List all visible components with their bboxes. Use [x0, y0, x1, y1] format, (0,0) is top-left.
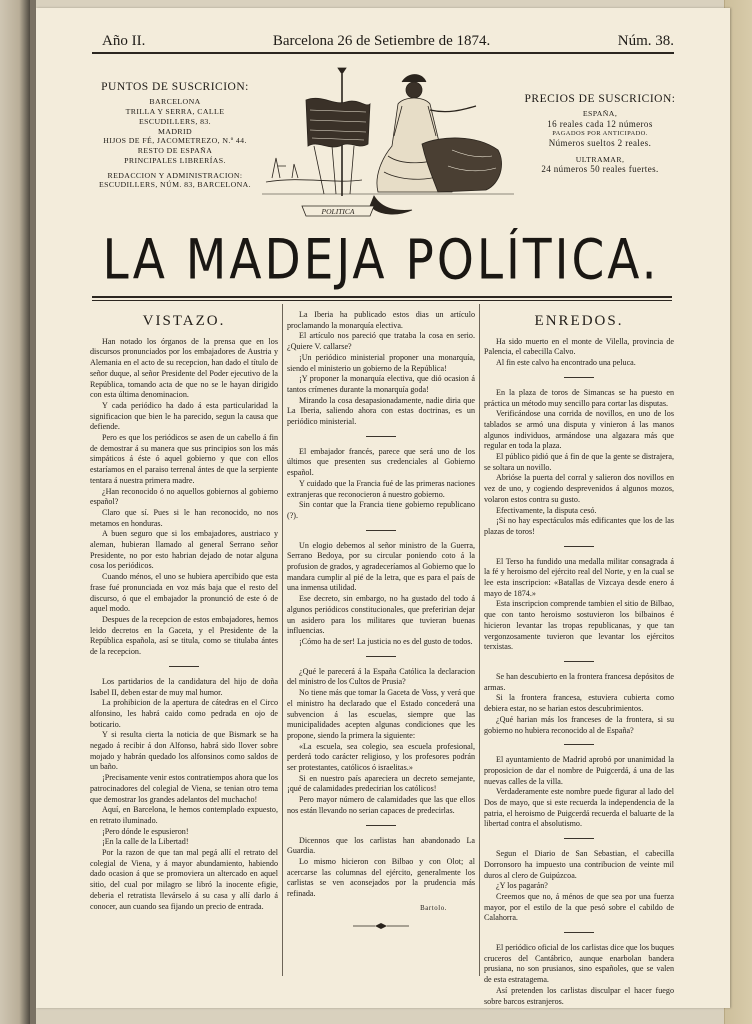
article-paragraph: ¿Qué harian más los franceses de la frontera, si su gobierno no hubiera reconocido al de España?	[484, 714, 674, 735]
article-paragraph: ¿Han reconocido ó no aquellos gobiernos al gobierno español?	[90, 486, 278, 507]
issue-year: Año II.	[102, 33, 146, 49]
scan-binding-shadow	[0, 0, 32, 1024]
article-paragraph: Despues de la recepcion de estos embajadores, hemos leido decretos en la Gaceta, y el Presidente de la República española, así se titula, como se titulaba ántes de la recepcion.	[90, 614, 278, 657]
article-paragraph: Verdaderamente este nombre puede figurar al lado del Dos de mayo, que si este recuerda la independencia de la patria, el heroismo de Puigcerdá recuerda el baluarte de la libertad contra el absolutismo.	[484, 787, 674, 829]
article-paragraph: ¿Y los pagarán?	[496, 881, 548, 891]
article-paragraph: El público pidió que á fin de que la gente se distrajera, se soltara un novillo.	[484, 452, 674, 472]
article-paragraph: Cuando ménos, el uno se hubiera apercibido que esta frase fué pronunciada en voz más baja que el resto del discurso, ó que el embajador la pronunció de este ó de aquel modo.	[90, 572, 278, 614]
issue-number: Núm. 38.	[617, 33, 674, 49]
article-paragraph: Creemos que no, á ménos de que sea por una fuerza mayor, por el estilo de la que pesó sobre el cabildo de Calahorra.	[484, 891, 674, 923]
place-date: Barcelona 26 de Setiembre de 1874.	[272, 33, 491, 49]
article-paragraph: El Terso ha fundido una medalla militar consagrada á la fé y heroismo del ejército real del Norte, y en la cual se lee esta inscripcion: «Batallas de Vizcaya desde enero á mayo de 1874.»	[484, 556, 674, 598]
author-signature: Bartolo.	[420, 904, 447, 912]
section-title-enredos: ENREDOS.	[534, 313, 624, 329]
admin-address: ESCUDILLERS, NÚM. 83, BARCELONA.	[98, 180, 252, 190]
item-separator	[564, 744, 594, 745]
article-paragraph: La prohibicion de la apertura de cátedras en el Circo alfonsino, les habrá caido como pedrada en ojo de boticario.	[90, 698, 278, 729]
article-paragraph: Segun el Diario de San Sebastian, el cabecilla Dorronsoro ha impuesto una contribucion de veinte mil duros al clero de Guipúzcoa.	[484, 849, 674, 880]
article-paragraph: Un elogio debemos al señor ministro de la Guerra, Serrano Bedoya, por su circular poniendo coto á la profusion de grados, y agradeceríamos al Gobierno que lo mandara cumplir al pié de la letra, que es para el país de una inmensa utilidad.	[287, 540, 475, 593]
article-paragraph: Mirando la cosa desapasionadamente, nadie diria que La Iberia, saliendo ahora con estas doctrinas, es un periódico ministerial.	[287, 395, 475, 427]
header-rule	[92, 52, 674, 54]
article-paragraph: Si la frontera francesa, estuviera cubierta como debiera estar, no se harian estos descubrimientos.	[484, 693, 674, 714]
overseas-label: ULTRAMAR,	[575, 154, 625, 164]
article-paragraph: Verificándose una corrida de novillos, en uno de los tablados se armó una disputa y vinieron á las manos algunos individuos, armándose una algazara más que regular en toda la plaza.	[484, 409, 674, 451]
header-bar	[66, 28, 716, 50]
item-separator	[366, 656, 396, 657]
admin-label: REDACCION Y ADMINISTRACION:	[107, 170, 243, 180]
subscription-prices	[520, 92, 680, 176]
item-separator	[366, 436, 396, 437]
article-paragraph: Ese decreto, sin embargo, no ha gustado del todo á algunos periódicos constitucionales, que preferirian dejar un asidero para los militares que tuvieran buenas influencias.	[287, 594, 475, 636]
article-paragraph: Esta inscripcion comprende tambien el sitio de Bilbao, que con tanto heroismo sostuvieron los bilbainos é hicieron levantar las tropas republicanas, y que tan vergonzosamente tuvieron que levantar los ejércitos terxistas.	[484, 599, 674, 652]
article-paragraph: No tiene más que tomar la Gaceta de Voss, y verá que el ministro ha declarado que el Estado concederá una subvencion á las escuelas, siempre que las municipalidades acepten algunas condiciones que les propone, siendo la primera la siguiente:	[287, 688, 475, 740]
article-paragraph: ¡Si no hay espectáculos más edificantes que los de las plazas de toros!	[484, 516, 674, 536]
article-paragraph: Al fin este calvo ha encontrado una peluca.	[496, 358, 636, 368]
masthead-rule	[92, 296, 672, 298]
article-paragraph: El ayuntamiento de Madrid aprobó por unanimidad la proposicion de dar el nombre de Puigcerdá, á una de las nuevas calles de la villa.	[484, 755, 674, 786]
article-paragraph: El artículo nos pareció que trataba la cosa en serio. ¿Quiere V. callarse?	[287, 331, 475, 352]
column-divider	[479, 304, 480, 976]
article-paragraph: Sin contar que la Francia tiene gobierno republicano (?).	[287, 500, 475, 520]
subscription-city: RESTO DE ESPAÑA	[137, 146, 213, 156]
column-middle	[287, 310, 475, 930]
subscription-address: TRILLA Y SERRA, CALLE ESCUDILLERS, 83.	[125, 107, 225, 126]
article-paragraph: Y cada periódico ha dado á esta particularidad la significacion que bien le ha parecido, segun la causa que defiende.	[90, 400, 278, 432]
column-right	[484, 310, 674, 1007]
item-separator	[564, 661, 594, 662]
subscription-address: HIJOS DE FÉ, JACOMETREZO, N.º 44.	[103, 136, 247, 146]
article-paragraph: ¡Un periódico ministerial proponer una monarquía, siendo el ministerio un gobierno de la República!	[287, 352, 475, 373]
item-separator	[564, 932, 594, 933]
vignette-banner-text: POLITICA	[321, 207, 355, 216]
item-separator	[564, 838, 594, 839]
article-paragraph: Han notado los órganos de la prensa que en los discursos pronunciados por los embajadores de Austria y Alemania en el acto de su recepcion, han dado el título de señor duque, al señor Presidente del Poder ejecutivo de la República, tomando acta de que no se le hayan dirigido con esta última denominacion.	[90, 336, 278, 400]
article-paragraph: Claro que sí. Pues si le han reconocido, no nos metamos en honduras.	[90, 507, 278, 528]
subscription-prices-title: PRECIOS DE SUSCRICION:	[524, 93, 676, 105]
article-paragraph: Efectivamente, la disputa cesó.	[496, 505, 597, 515]
article-paragraph: ¡En la calle de la Libertad!	[102, 837, 189, 847]
article-paragraph: ¿Qué le parecerá á la España Católica la declaracion del ministro de los Cultos de Prusia?	[287, 666, 475, 687]
spain-label: ESPAÑA,	[582, 109, 618, 119]
item-separator	[564, 546, 594, 547]
article-paragraph: Aquí, en Barcelona, le hemos contemplado expuesto, en retrato iluminado.	[90, 805, 278, 825]
subscription-city: BARCELONA	[149, 97, 201, 107]
article-paragraph: El periódico oficial de los carlistas dice que los buques cruceros del Cantábrico, aunque enarbolan bandera prusiana, no son prusianos, sino españoles, que se valen de esta estratagema.	[484, 943, 674, 985]
article-paragraph: Así pretenden los carlistas disculpar el hacer fuego sobre barcos estranjeros.	[484, 985, 674, 1006]
article-paragraph: Si en nuestro país apareciera un decreto semejante, ¡qué de calamidades predecirian los católicos!	[287, 773, 475, 794]
end-ornament-icon	[351, 922, 411, 930]
single-copy-price: Números sueltos 2 reales.	[548, 138, 652, 149]
subscription-address: PRINCIPALES LIBRERÍAS.	[124, 155, 226, 165]
column-left	[90, 310, 278, 912]
article-paragraph: El embajador francés, parece que será uno de los últimos que presenten sus credenciales al Gobierno español.	[287, 446, 475, 478]
overseas-price: 24 números 50 reales fuertes.	[541, 164, 659, 175]
masthead-title: LA MADEJA POLÍTICA.	[102, 228, 660, 293]
item-separator	[366, 530, 396, 531]
article-paragraph: A buen seguro que si los embajadores, austriaco y aleman, hubieran llamado al general Serrano señor Presidente, no por esto habrian dejado de notar alguna cosa los periódicos.	[90, 529, 278, 571]
item-separator	[564, 377, 594, 378]
article-paragraph: La Iberia ha publicado estos dias un artículo proclamando la monarquía electiva.	[287, 310, 475, 330]
article-paragraph: Se han descubierto en la frontera francesa depósitos de armas.	[484, 671, 674, 692]
subscription-points	[96, 80, 254, 190]
article-paragraph: ¡Cómo ha de ser! La justicia no es del gusto de todos.	[299, 636, 473, 646]
article-paragraph: Los partidarios de la candidatura del hijo de doña Isabel II, deben estar de muy mal humor.	[90, 676, 278, 697]
item-separator	[366, 825, 396, 826]
article-paragraph: ¡Y proponer la monarquía electiva, que dió ocasion á tantos crímenes durante la monarquía goda!	[287, 374, 475, 394]
article-paragraph: Y si resulta cierta la noticia de que Bismark se ha negado á recibir á don Alfonso, habrá sido llover sobre mojado y habrán quedado los alfonsinos como saldos de un baño.	[90, 730, 278, 772]
allegory-vignette	[262, 66, 514, 220]
article-paragraph: Ha sido muerto en el monte de Vilella, provincia de Palencia, el cabecilla Calvo.	[484, 336, 674, 357]
article-paragraph: Pero es que los periódicos se asen de un cabello á fin de demostrar á su manera que sus principios son los más simpáticos á éste ó aquel gobierno y que con ellos estaríamos en el paraiso terrenal ántes de que la serpiente tentara á nuestra primera madre.	[90, 433, 278, 485]
spain-price: 16 reales cada 12 números	[547, 119, 653, 130]
article-paragraph: En la plaza de toros de Simancas se ha puesto en práctica un método muy sencillo para cortar las disputas.	[484, 387, 674, 408]
article-paragraph: Y cuidado que la Francia fué de las primeras naciones extranjeras que reconocieron á nuestro gobierno.	[287, 478, 475, 499]
article-paragraph: Pero mayor número de calamidades que las que ellos nos están llevando no serian capaces de predecirlas.	[287, 795, 475, 815]
article-paragraph: Abrióse la puerta del corral y salieron dos novillos en vez de uno, y cogiendo desprevenidos á algunos mozos, volaron estos contra su gusto.	[484, 473, 674, 504]
subscription-points-title: PUNTOS DE SUSCRICION:	[101, 81, 249, 93]
masthead-rule	[92, 300, 672, 301]
article-paragraph: Por la razon de que tan mal pegá allí el retrato del colegial de Viena, y á mayor abundamiento, habiendo dado ocasion á que se promoviera un altercado en aquel sitio, del cual por milagro se libró la inocente efigie, deberia el retratista llevárselo á su casa y allí darlo á conocer, aun cuando sea fijando un precio de entrada.	[90, 848, 278, 911]
section-title-vistazo: VISTAZO.	[142, 313, 226, 329]
spain-note: PAGADOS POR ANTICIPADO.	[552, 130, 648, 138]
article-paragraph: «La escuela, sea colegio, sea escuela profesional, perderá todo carácter religioso, y los profesores podrán ser protestantes, católicos ó israelitas.»	[287, 741, 475, 773]
subscription-city: MADRID	[157, 126, 193, 136]
article-paragraph: ¡Precisamente venir estos contratiempos ahora que los patrocinadores del colegial de Viena, se tenian otro tema que demostrar los grandes adelantos del muchacho!	[90, 773, 278, 804]
column-divider	[282, 304, 283, 976]
article-paragraph: Dicennos que los carlistas han abandonado La Guardia.	[287, 835, 475, 856]
article-paragraph: ¡Pero dónde le espusieron!	[102, 826, 189, 836]
article-paragraph: Lo mismo hicieron con Bilbao y con Olot; al acercarse las columnas del ejército, generalmente los carlistas se ven aconsejados por la prudencia más refinada.	[287, 856, 475, 899]
item-separator	[169, 666, 199, 667]
